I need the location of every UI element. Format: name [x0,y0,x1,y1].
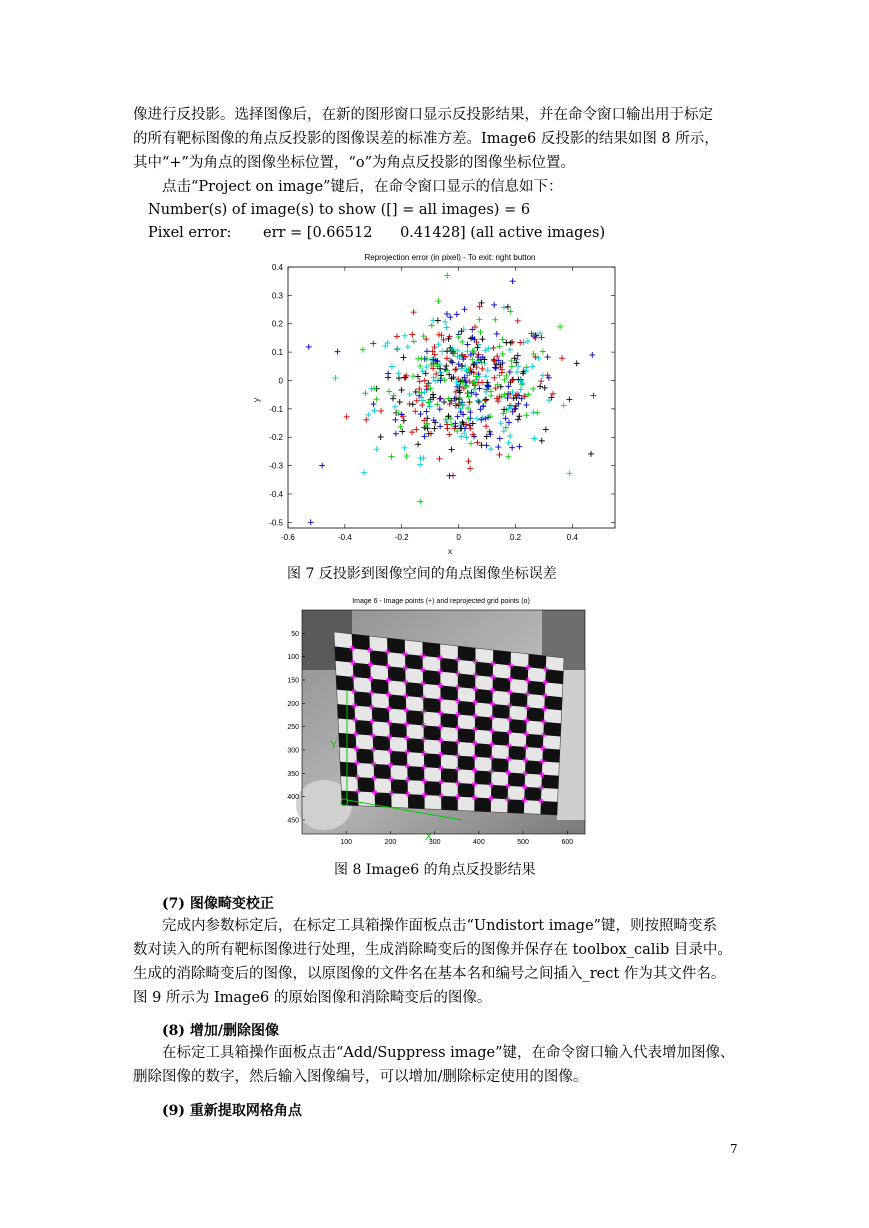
y-tick-label: 0.4 [271,263,283,272]
x-axis-marker: X [425,831,433,843]
reprojected-grid-image [278,590,598,852]
image-y-tick: 250 [287,724,299,732]
y-tick-label: -0.4 [269,489,283,499]
origin-label: O [340,797,349,809]
intro-line-4: 点击“Project on image”键后，在命令窗口显示的信息如下： [162,179,563,195]
image-y-tick: 450 [287,817,299,825]
plot-area [288,267,615,528]
section-7-line-2: 数对读入的所有靶标图像进行处理，生成消除畸变后的图像并保存在 toolbox_calib 目录中。 [133,942,732,958]
y-axis-marker: Y [330,739,338,751]
section-7-line-4: 图 9 所示为 Image6 的原始图像和消除畸变后的图像。 [133,990,492,1006]
intro-line-2: 的所有靶标图像的角点反投影的图像误差的标准方差。Image6 反投影的结果如图 8 所示， [133,131,719,147]
image-x-tick: 600 [561,839,574,846]
x-tick-label: -0.4 [337,533,352,542]
image-y-tick: 300 [287,747,299,755]
figure-8-caption: 图 8 Image6 的角点反投影结果 [334,862,536,878]
section-7-line-1: 完成内参数标定后，在标定工具箱操作面板点击“Undistort image”键，则按照畸变系 [162,918,718,934]
y-tick-label: 0.1 [271,348,283,358]
command-output-value: err = [0.66512 0.41428] (all active images) [263,225,606,241]
reprojection-error-chart [240,250,630,560]
image-x-tick: 200 [384,839,397,846]
image-y-tick: 50 [291,630,299,638]
image-y-tick: 150 [287,677,299,685]
section-8-heading: (8) 增加/删除图像 [162,1023,279,1039]
y-tick-label: 0 [278,376,283,386]
image-y-tick: 350 [287,770,299,778]
x-tick-label: -0.2 [394,533,409,542]
command-output-line-1: Number(s) of image(s) to show ([] = all images) = 6 [148,202,531,218]
y-tick-label: 0.2 [271,319,283,329]
image-y-tick: 400 [287,794,299,802]
page-number: 7 [730,1142,738,1156]
image-x-tick: 100 [340,839,353,846]
checkerboard [334,632,564,815]
section-7-line-3: 生成的消除畸变后的图像，以原图像的文件名在基本名和编号之间插入_rect 作为其文件名。 [133,966,726,982]
intro-line-1: 像进行反投影。选择图像后，在新的图形窗口显示反投影结果，并在命令窗口输出用于标定 [133,107,713,123]
y-tick-label: 0.3 [271,291,283,301]
image-y-tick: 200 [287,700,299,708]
image-x-tick: 400 [473,839,485,846]
y-tick-label: -0.5 [269,518,283,528]
section-9-heading: (9) 重新提取网格角点 [162,1103,302,1119]
image-title: Image 6 - Image points (+) and reprojected grid points (o) [352,598,530,605]
image-y-tick: 100 [287,654,299,662]
section-8-line-2: 删除图像的数字，然后输入图像编号，可以增加/删除标定使用的图像。 [133,1069,588,1085]
command-output-label: Pixel error: [148,225,232,241]
chart-title: Reprojection error (in pixel) - To exit: right button [364,253,536,262]
section-7-heading: (7) 图像畸变校正 [162,896,274,912]
x-axis-label: x [448,547,452,556]
image-x-tick: 300 [428,839,441,846]
x-tick-label: 0.2 [509,533,522,542]
x-tick-label: 0 [456,533,461,542]
section-8-line-1: 在标定工具箱操作面板点击“Add/Suppress image”键，在命令窗口输入代表增加图像、 [162,1045,735,1061]
figure-7-caption: 图 7 反投影到图像空间的角点图像坐标误差 [287,566,557,582]
y-tick-label: -0.2 [269,433,283,443]
x-tick-label: -0.6 [281,533,295,542]
x-tick-label: 0.4 [566,533,578,542]
y-axis-label: y [252,398,261,402]
y-tick-label: -0.3 [269,461,283,471]
y-tick-label: -0.1 [269,404,283,414]
intro-line-3: 其中“+”为角点的图像坐标位置，“o”为角点反投影的图像坐标位置。 [133,155,576,171]
image-x-tick: 500 [517,839,529,846]
